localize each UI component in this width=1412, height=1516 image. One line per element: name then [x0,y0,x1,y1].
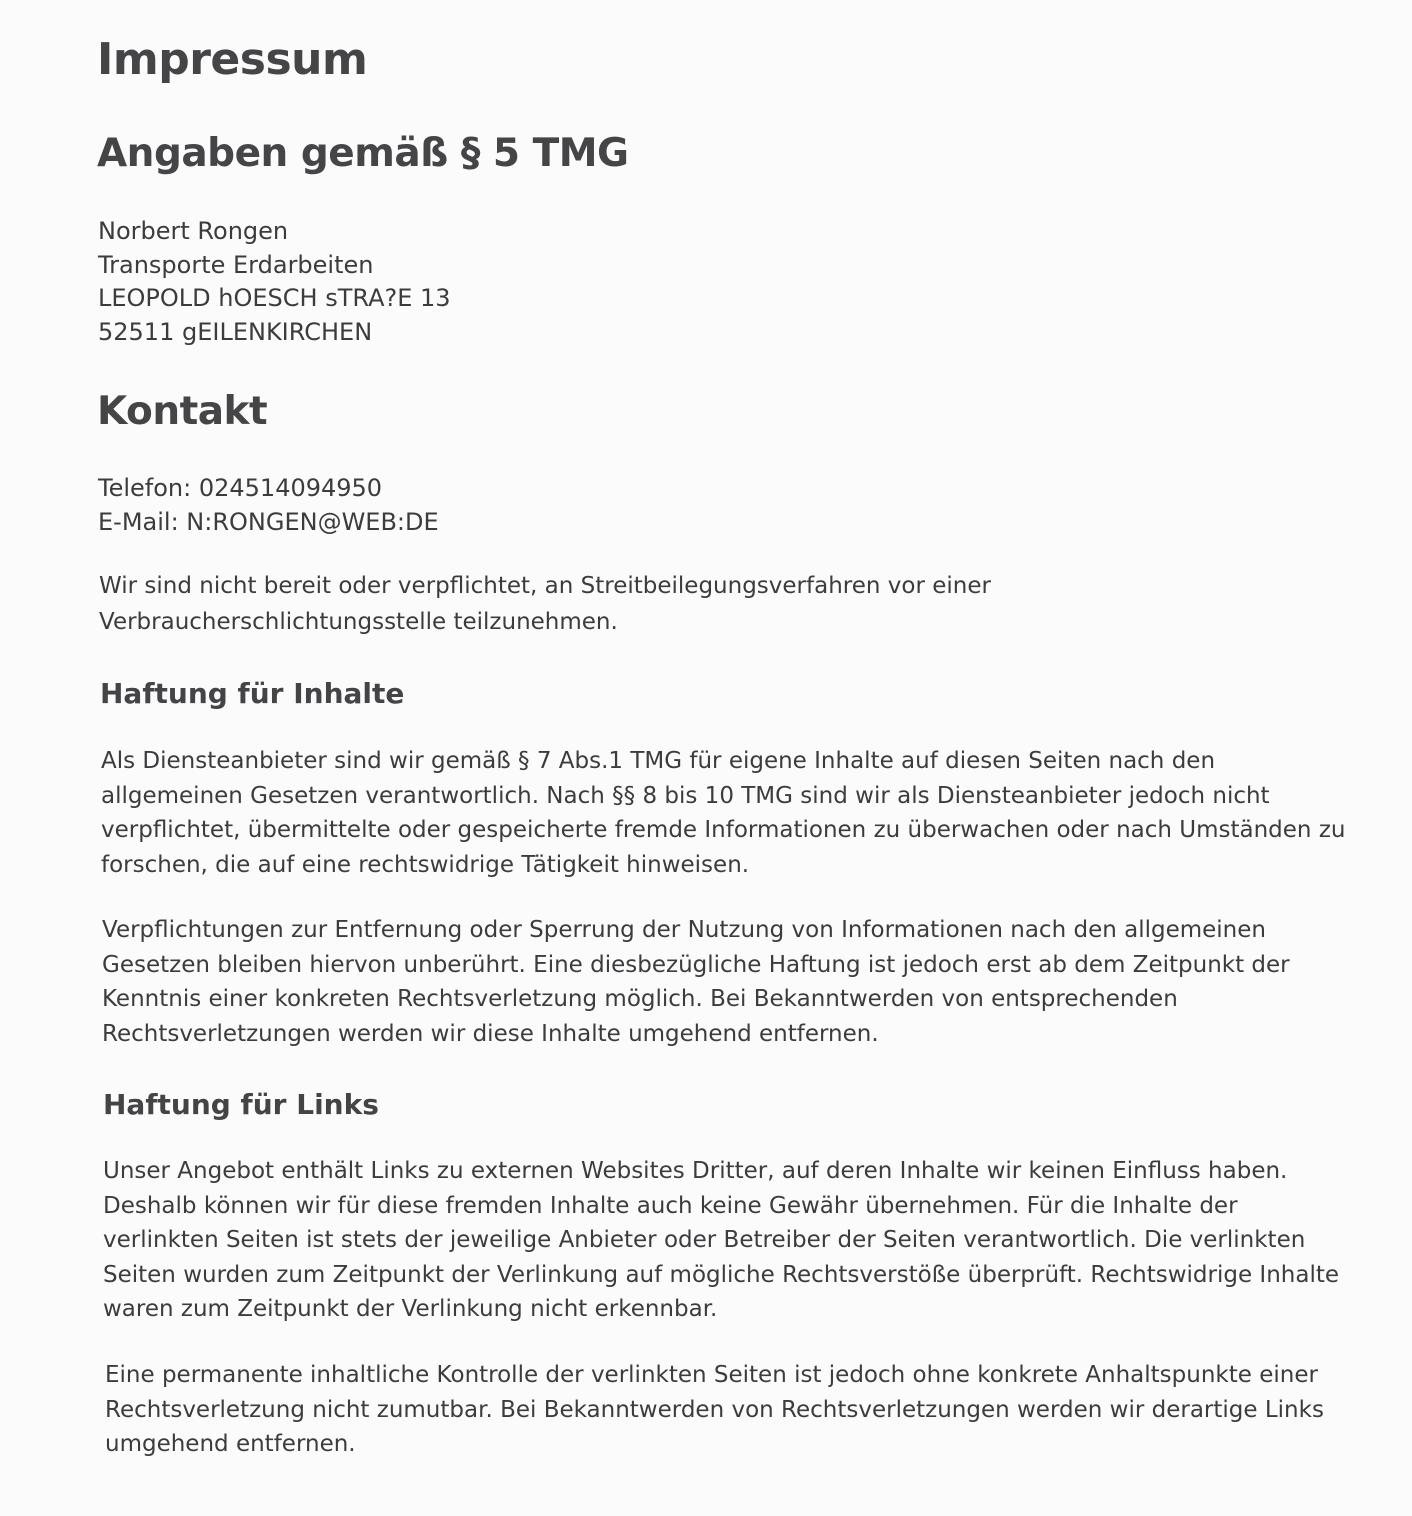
page-title: Impressum [97,34,368,85]
paragraph-line: Verpflichtungen zur Entfernung oder Sperrung der Nutzung von Informationen nach den allgemeinen [102,917,1266,943]
address-street: LEOPOLD hOESCH sTRA?E 13 [98,284,451,312]
paragraph-line: Als Diensteanbieter sind wir gemäß § 7 Abs.1 TMG für eigene Inhalte auf diesen Seiten nach den [101,748,1216,774]
link-liability-heading: Haftung für Links [103,1088,379,1121]
tmg-heading: Angaben gemäß § 5 TMG [97,131,629,176]
address-block [98,215,451,349]
paragraph-line: umgehend entfernen. [105,1431,356,1457]
address-city: 52511 gEILENKIRCHEN [98,317,373,346]
paragraph-line: Rechtsverletzungen werden wir diese Inhalte umgehend entfernen. [102,1020,879,1047]
paragraph-line: Eine permanente inhaltliche Kontrolle der verlinkten Seiten ist jedoch ohne konkrete Anhaltspunkte einer [105,1362,1318,1388]
dispute-notice [99,568,991,640]
address-company: Transporte Erdarbeiten [98,250,374,279]
contact-heading: Kontakt [97,389,268,434]
content-liability-paragraph-1 [101,744,1345,882]
paragraph-line: waren zum Zeitpunkt der Verlinkung nicht erkennbar. [103,1296,718,1322]
paragraph-line: Rechtsverletzung nicht zumutbar. Bei Bekanntwerden von Rechtsverletzungen werden wir derartige Links [105,1396,1324,1423]
content-liability-paragraph-2 [102,913,1290,1051]
dispute-line: Wir sind nicht bereit oder verpflichtet, an Streitbeilegungsverfahren vor einer [99,573,991,599]
paragraph-line: forschen, die auf eine rechtswidrige Tätigkeit hinweisen. [101,851,750,878]
paragraph-line: verlinkten Seiten ist stets der jeweilige Anbieter oder Betreiber der Seiten verantwortlich. Die verlinkten [103,1227,1306,1253]
paragraph-line: Deshalb können wir für diese fremden Inhalte auch keine Gewähr übernehmen. Für die Inhalte der [103,1192,1238,1219]
paragraph-line: Unser Angebot enthält Links zu externen Websites Dritter, auf deren Inhalte wir keinen Einfluss haben. [103,1158,1288,1184]
paragraph-line: allgemeinen Gesetzen verantwortlich. Nach §§ 8 bis 10 TMG sind wir als Diensteanbieter jedoch nicht [101,782,1270,809]
paragraph-line: Seiten wurden zum Zeitpunkt der Verlinkung auf mögliche Rechtsverstöße überprüft. Rechtswidrige Inhalte [103,1261,1340,1288]
contact-email: E-Mail: N:RONGEN@WEB:DE [98,507,439,536]
dispute-line: Verbraucherschlichtungsstelle teilzunehmen. [99,609,618,635]
contact-block [98,472,439,539]
contact-phone: Telefon: 024514094950 [98,474,383,502]
link-liability-paragraph-1 [103,1154,1339,1327]
paragraph-line: Gesetzen bleiben hiervon unberührt. Eine diesbezügliche Haftung ist jedoch erst ab dem Zeitpunkt der [102,951,1290,978]
paragraph-line: verpflichtet, übermittelte oder gespeicherte fremde Informationen zu überwachen oder nach Umständen zu [101,817,1346,843]
link-liability-paragraph-2 [105,1358,1324,1462]
paragraph-line: Kenntnis einer konkreten Rechtsverletzung möglich. Bei Bekanntwerden von entsprechenden [102,986,1178,1012]
content-liability-heading: Haftung für Inhalte [100,677,405,710]
address-name: Norbert Rongen [98,217,289,245]
